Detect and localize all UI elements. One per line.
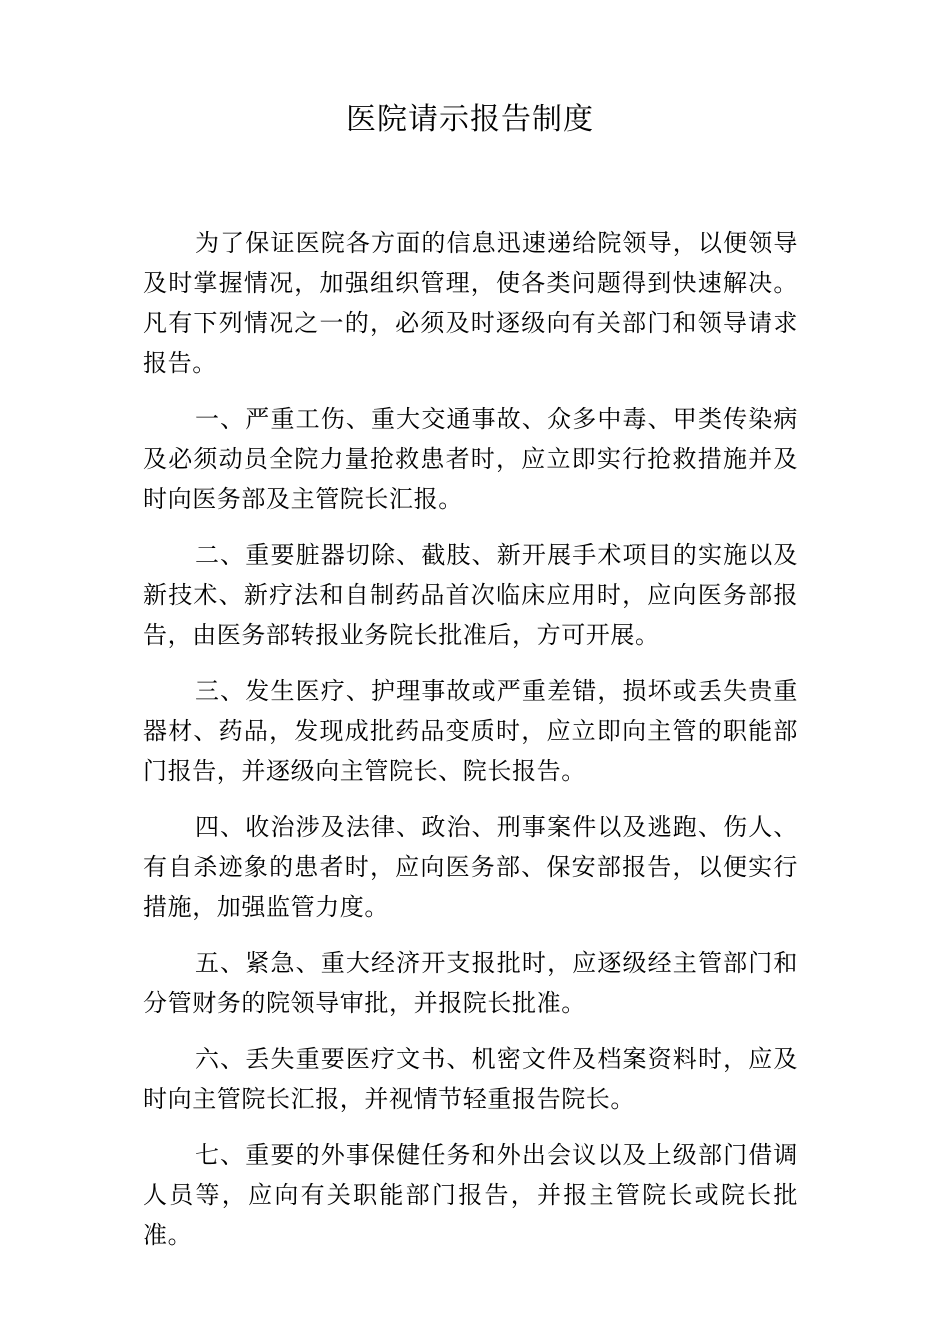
clause-paragraph-6: 六、丢失重要医疗文书、机密文件及档案资料时，应及时向主管院长汇报，并视情节轻重报告院长。 [143, 1045, 798, 1113]
clause-paragraph-1: 一、严重工伤、重大交通事故、众多中毒、甲类传染病及必须动员全院力量抢救患者时，应立即实行抢救措施并及时向医务部及主管院长汇报。 [143, 405, 798, 513]
clause-paragraph-4: 四、收治涉及法律、政治、刑事案件以及逃跑、伤人、有自杀迹象的患者时，应向医务部、保安部报告，以便实行措施，加强监管力度。 [143, 813, 798, 921]
document-body [143, 223, 798, 1271]
clause-paragraph-7: 七、重要的外事保健任务和外出会议以及上级部门借调人员等，应向有关职能部门报告，并报主管院长或院长批准。 [143, 1141, 798, 1249]
clause-paragraph-3: 三、发生医疗、护理事故或严重差错，损坏或丢失贵重器材、药品，发现成批药品变质时，应立即向主管的职能部门报告，并逐级向主管院长、院长报告。 [143, 677, 798, 785]
document-title: 医院请示报告制度 [346, 102, 594, 137]
intro-paragraph: 为了保证医院各方面的信息迅速递给院领导，以便领导及时掌握情况，加强组织管理，使各类问题得到快速解决。凡有下列情况之一的，必须及时逐级向有关部门和领导请求报告。 [143, 229, 798, 377]
clause-paragraph-2: 二、重要脏器切除、截肢、新开展手术项目的实施以及新技术、新疗法和自制药品首次临床应用时，应向医务部报告，由医务部转报业务院长批准后，方可开展。 [143, 541, 798, 649]
clause-paragraph-5: 五、紧急、重大经济开支报批时，应逐级经主管部门和分管财务的院领导审批，并报院长批准。 [143, 949, 798, 1017]
